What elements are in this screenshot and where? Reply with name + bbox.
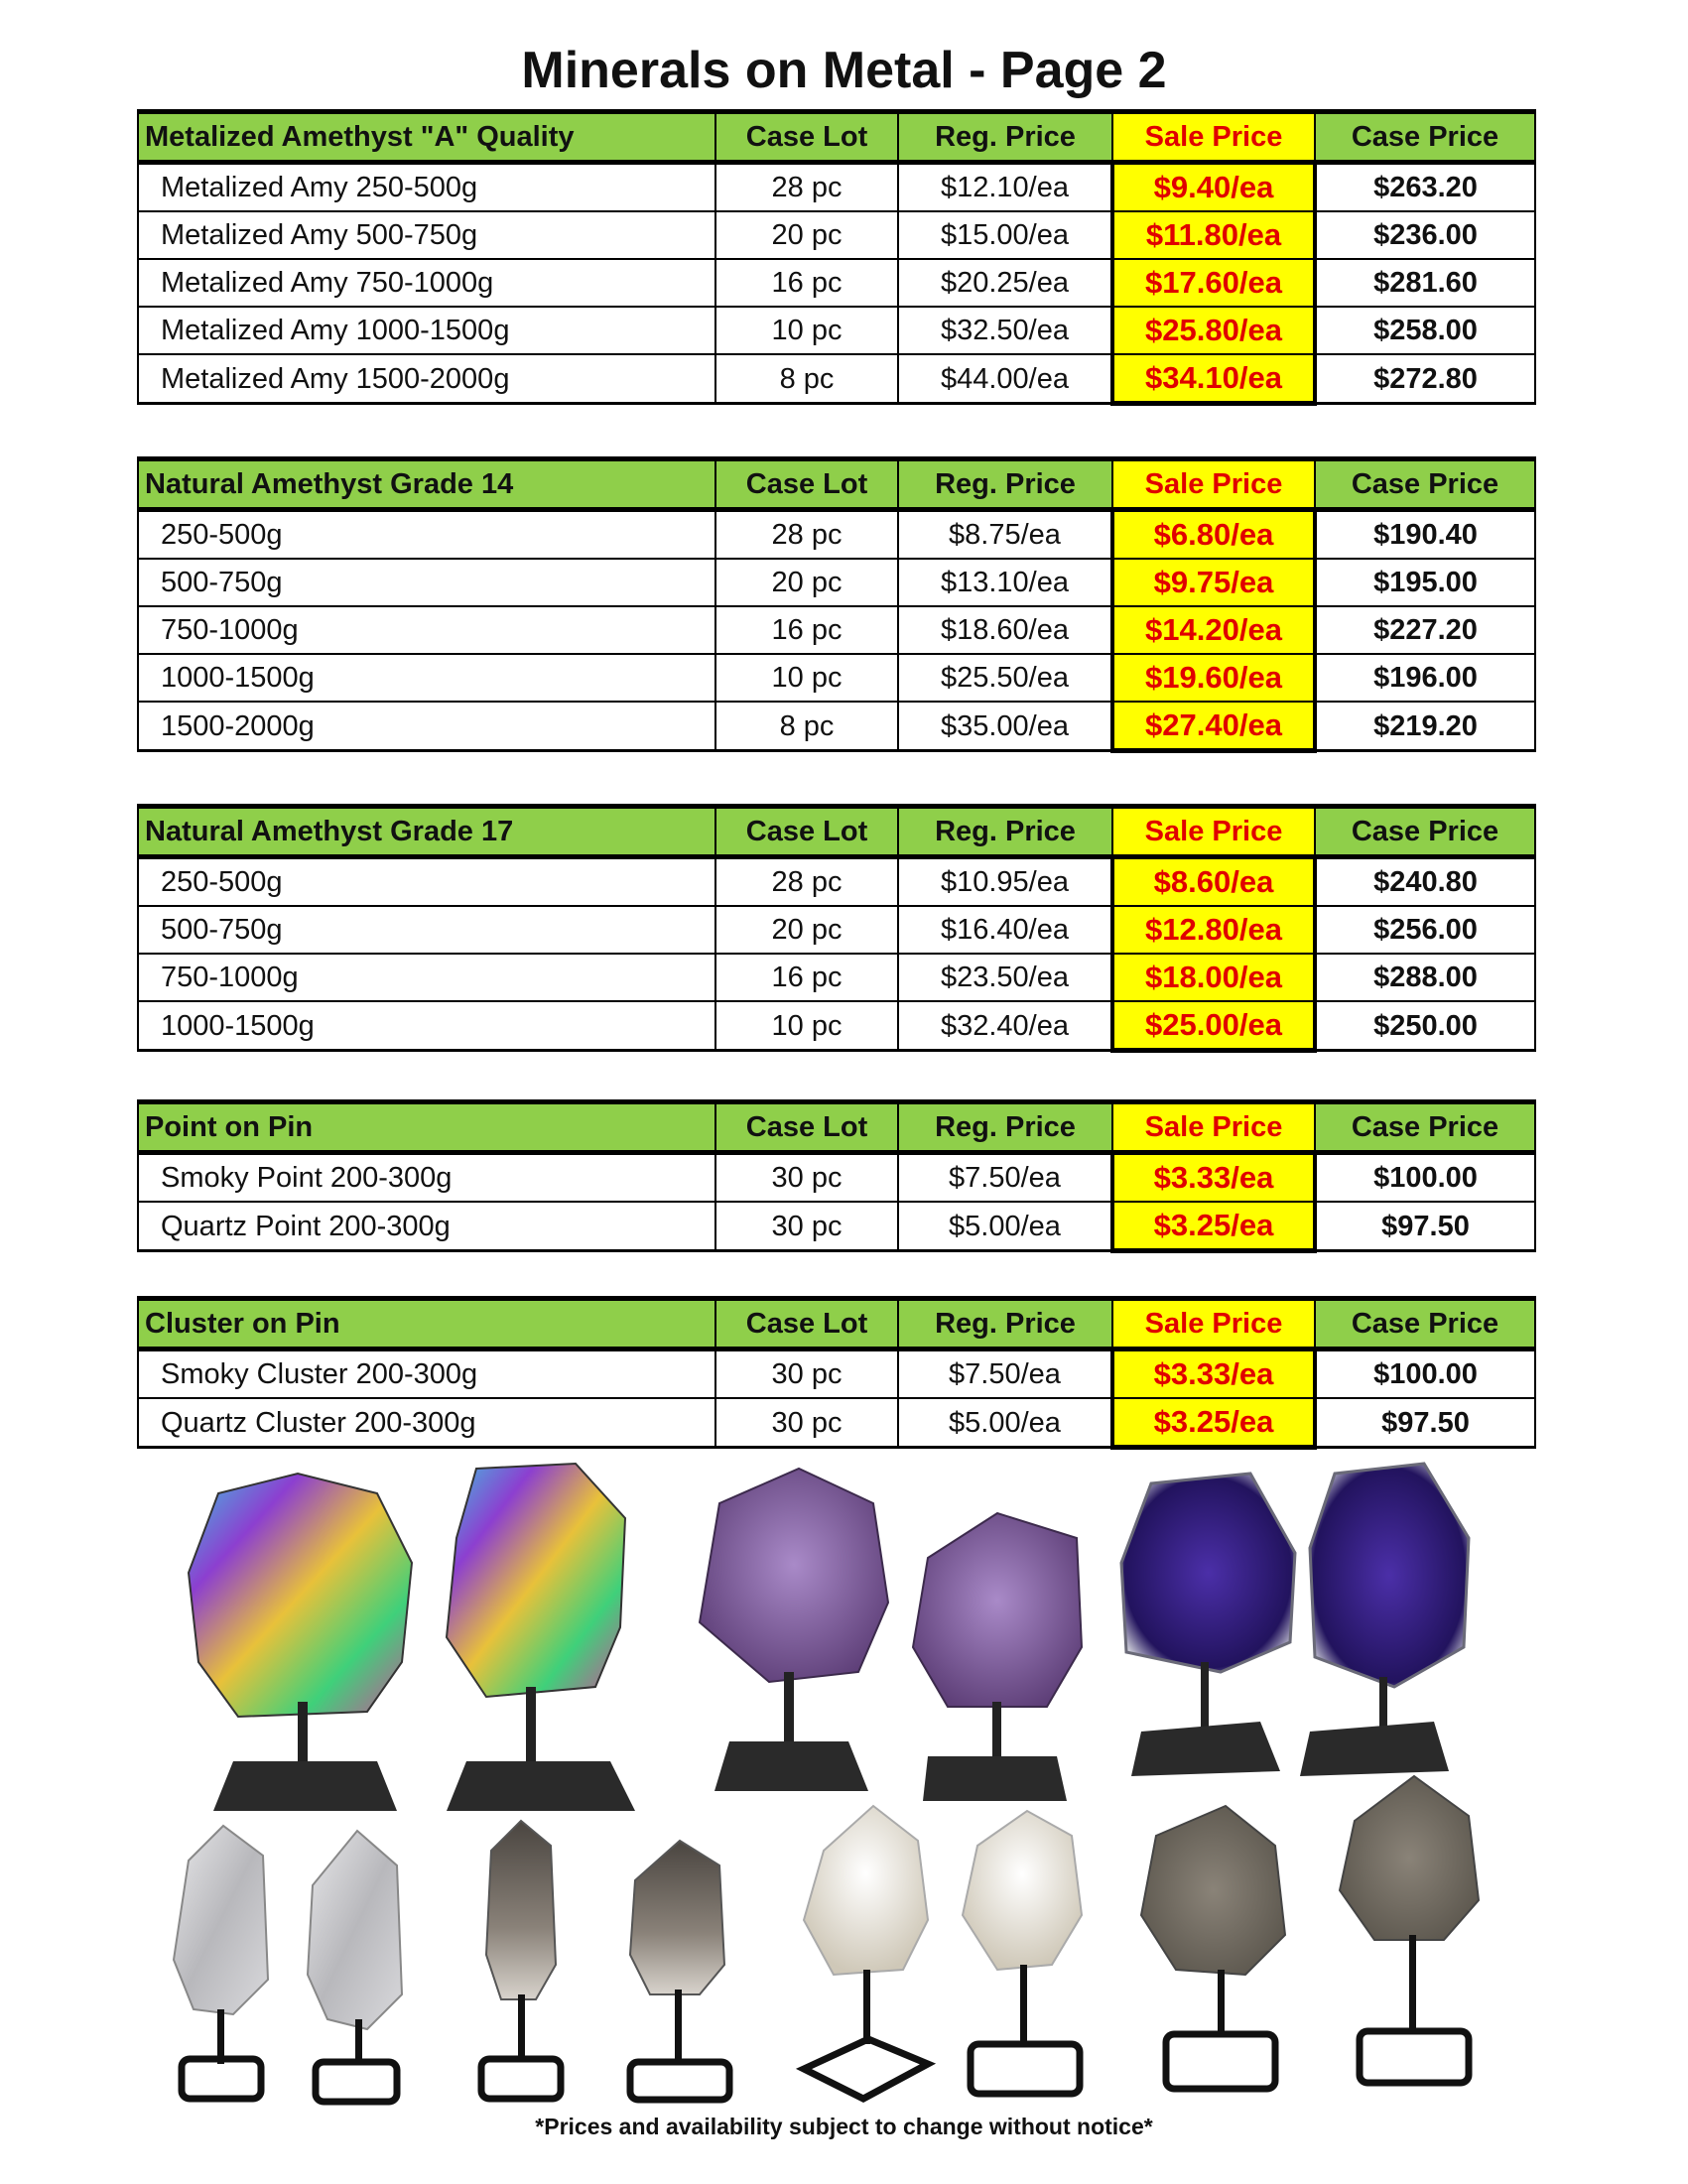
- table-row: [138, 1001, 1535, 1051]
- reg-price: $32.50/ea: [898, 307, 1112, 354]
- case-lot-header: Case Lot: [715, 459, 898, 510]
- case-price-header: Case Price: [1315, 1299, 1535, 1349]
- item-name: Smoky Cluster 200-300g: [138, 1349, 715, 1399]
- table-row: [138, 654, 1535, 702]
- case-lot-header: Case Lot: [715, 1102, 898, 1153]
- sale-price-header: Sale Price: [1112, 807, 1315, 857]
- item-name: 500-750g: [138, 559, 715, 606]
- case-price: $272.80: [1315, 354, 1535, 404]
- item-name: Metalized Amy 1000-1500g: [138, 307, 715, 354]
- case-price: $281.60: [1315, 259, 1535, 307]
- price-table-metalized-amethyst: [137, 109, 1536, 406]
- price-table-amethyst-grade-14: [137, 456, 1536, 753]
- item-name: 500-750g: [138, 906, 715, 954]
- reg-price: $16.40/ea: [898, 906, 1112, 954]
- section-title: Natural Amethyst Grade 14: [138, 459, 715, 510]
- quartz-point-photo: [154, 1821, 288, 2109]
- case-lot: 20 pc: [715, 559, 898, 606]
- case-price-header: Case Price: [1315, 112, 1535, 163]
- sale-price: $8.60/ea: [1112, 857, 1315, 907]
- case-price: $256.00: [1315, 906, 1535, 954]
- table-row: [138, 354, 1535, 404]
- sale-price: $25.00/ea: [1112, 1001, 1315, 1051]
- case-price: $258.00: [1315, 307, 1535, 354]
- reg-price: $23.50/ea: [898, 954, 1112, 1001]
- smoky-point-photo-2: [620, 1836, 744, 2109]
- reg-price: $7.50/ea: [898, 1153, 1112, 1203]
- sale-price: $27.40/ea: [1112, 702, 1315, 751]
- item-name: Metalized Amy 750-1000g: [138, 259, 715, 307]
- case-lot-header: Case Lot: [715, 807, 898, 857]
- table-row: [138, 954, 1535, 1001]
- reg-price: $7.50/ea: [898, 1349, 1112, 1399]
- case-lot: 16 pc: [715, 606, 898, 654]
- case-lot: 28 pc: [715, 857, 898, 907]
- item-name: 1000-1500g: [138, 654, 715, 702]
- case-lot: 10 pc: [715, 654, 898, 702]
- case-price: $190.40: [1315, 510, 1535, 560]
- quartz-cluster-photo: [794, 1801, 938, 2109]
- case-price-header: Case Price: [1315, 459, 1535, 510]
- sale-price-header: Sale Price: [1112, 1299, 1315, 1349]
- table-row: [138, 857, 1535, 907]
- case-lot: 16 pc: [715, 259, 898, 307]
- smoky-cluster-photo-2: [1330, 1771, 1489, 2104]
- price-table-amethyst-grade-17: [137, 804, 1536, 1053]
- table-row: [138, 510, 1535, 560]
- sale-price: $18.00/ea: [1112, 954, 1315, 1001]
- reg-price: $15.00/ea: [898, 211, 1112, 259]
- section-title: Cluster on Pin: [138, 1299, 715, 1349]
- item-name: 250-500g: [138, 510, 715, 560]
- case-lot: 30 pc: [715, 1349, 898, 1399]
- case-price: $100.00: [1315, 1153, 1535, 1203]
- case-lot-header: Case Lot: [715, 112, 898, 163]
- item-name: 1000-1500g: [138, 1001, 715, 1051]
- reg-price: $35.00/ea: [898, 702, 1112, 751]
- sale-price: $12.80/ea: [1112, 906, 1315, 954]
- case-lot: 10 pc: [715, 1001, 898, 1051]
- item-name: 250-500g: [138, 857, 715, 907]
- item-name: Quartz Point 200-300g: [138, 1202, 715, 1251]
- case-lot: 30 pc: [715, 1153, 898, 1203]
- amethyst-cluster-photo-2: [908, 1508, 1087, 1806]
- case-lot-header: Case Lot: [715, 1299, 898, 1349]
- reg-price: $5.00/ea: [898, 1202, 1112, 1251]
- dark-amethyst-geode-photo-2: [1295, 1459, 1484, 1786]
- reg-price-header: Reg. Price: [898, 807, 1112, 857]
- sale-price: $11.80/ea: [1112, 211, 1315, 259]
- price-table-cluster-on-pin: [137, 1296, 1536, 1450]
- reg-price: $32.40/ea: [898, 1001, 1112, 1051]
- case-price: $263.20: [1315, 163, 1535, 212]
- reg-price: $13.10/ea: [898, 559, 1112, 606]
- case-lot: 20 pc: [715, 211, 898, 259]
- case-price: $250.00: [1315, 1001, 1535, 1051]
- reg-price: $25.50/ea: [898, 654, 1112, 702]
- item-name: Quartz Cluster 200-300g: [138, 1398, 715, 1448]
- page-title: Minerals on Metal - Page 2: [521, 42, 1167, 99]
- metalized-amethyst-photo: [179, 1464, 427, 1821]
- section-title: Natural Amethyst Grade 17: [138, 807, 715, 857]
- case-price: $227.20: [1315, 606, 1535, 654]
- case-lot: 30 pc: [715, 1398, 898, 1448]
- table-row: [138, 307, 1535, 354]
- sale-price: $3.25/ea: [1112, 1398, 1315, 1448]
- reg-price-header: Reg. Price: [898, 1102, 1112, 1153]
- sale-price: $9.75/ea: [1112, 559, 1315, 606]
- sale-price: $19.60/ea: [1112, 654, 1315, 702]
- reg-price: $12.10/ea: [898, 163, 1112, 212]
- price-table-point-on-pin: [137, 1099, 1536, 1253]
- footer-disclaimer: *Prices and availability subject to change without notice*: [535, 2114, 1153, 2139]
- sale-price: $3.33/ea: [1112, 1349, 1315, 1399]
- sale-price-header: Sale Price: [1112, 1102, 1315, 1153]
- reg-price: $5.00/ea: [898, 1398, 1112, 1448]
- reg-price: $44.00/ea: [898, 354, 1112, 404]
- item-name: Smoky Point 200-300g: [138, 1153, 715, 1203]
- table-header-row: [138, 112, 1535, 163]
- reg-price: $10.95/ea: [898, 857, 1112, 907]
- case-price: $219.20: [1315, 702, 1535, 751]
- case-lot: 8 pc: [715, 702, 898, 751]
- table-row: [138, 606, 1535, 654]
- reg-price-header: Reg. Price: [898, 112, 1112, 163]
- sale-price: $3.33/ea: [1112, 1153, 1315, 1203]
- case-lot: 28 pc: [715, 510, 898, 560]
- table-header-row: [138, 1299, 1535, 1349]
- sale-price: $25.80/ea: [1112, 307, 1315, 354]
- table-row: [138, 1153, 1535, 1203]
- quartz-cluster-photo-2: [953, 1806, 1092, 2109]
- reg-price-header: Reg. Price: [898, 459, 1112, 510]
- table-row: [138, 1349, 1535, 1399]
- case-lot: 10 pc: [715, 307, 898, 354]
- case-price: $195.00: [1315, 559, 1535, 606]
- sale-price-header: Sale Price: [1112, 459, 1315, 510]
- smoky-cluster-photo: [1136, 1796, 1295, 2109]
- sale-price: $14.20/ea: [1112, 606, 1315, 654]
- case-lot: 30 pc: [715, 1202, 898, 1251]
- case-lot: 8 pc: [715, 354, 898, 404]
- case-price: $100.00: [1315, 1349, 1535, 1399]
- item-name: Metalized Amy 250-500g: [138, 163, 715, 212]
- case-lot: 16 pc: [715, 954, 898, 1001]
- case-price: $97.50: [1315, 1398, 1535, 1448]
- sale-price: $6.80/ea: [1112, 510, 1315, 560]
- sale-price: $9.40/ea: [1112, 163, 1315, 212]
- sale-price: $3.25/ea: [1112, 1202, 1315, 1251]
- table-row: [138, 1398, 1535, 1448]
- case-lot: 28 pc: [715, 163, 898, 212]
- smoky-point-photo: [466, 1816, 576, 2109]
- case-lot: 20 pc: [715, 906, 898, 954]
- table-header-row: [138, 807, 1535, 857]
- reg-price: $20.25/ea: [898, 259, 1112, 307]
- table-row: [138, 1202, 1535, 1251]
- metalized-amethyst-photo-2: [427, 1459, 655, 1826]
- case-price: $236.00: [1315, 211, 1535, 259]
- sale-price: $34.10/ea: [1112, 354, 1315, 404]
- item-name: 750-1000g: [138, 606, 715, 654]
- case-price: $196.00: [1315, 654, 1535, 702]
- dark-amethyst-geode-photo: [1111, 1464, 1310, 1781]
- table-row: [138, 211, 1535, 259]
- item-name: 750-1000g: [138, 954, 715, 1001]
- item-name: Metalized Amy 1500-2000g: [138, 354, 715, 404]
- amethyst-cluster-photo: [690, 1464, 898, 1801]
- reg-price-header: Reg. Price: [898, 1299, 1112, 1349]
- item-name: 1500-2000g: [138, 702, 715, 751]
- reg-price: $18.60/ea: [898, 606, 1112, 654]
- table-header-row: [138, 459, 1535, 510]
- table-row: [138, 163, 1535, 212]
- table-row: [138, 906, 1535, 954]
- case-price-header: Case Price: [1315, 807, 1535, 857]
- section-title: Point on Pin: [138, 1102, 715, 1153]
- item-name: Metalized Amy 500-750g: [138, 211, 715, 259]
- section-title: Metalized Amethyst "A" Quality: [138, 112, 715, 163]
- case-price-header: Case Price: [1315, 1102, 1535, 1153]
- case-price: $288.00: [1315, 954, 1535, 1001]
- table-header-row: [138, 1102, 1535, 1153]
- table-row: [138, 702, 1535, 751]
- reg-price: $8.75/ea: [898, 510, 1112, 560]
- sale-price: $17.60/ea: [1112, 259, 1315, 307]
- case-price: $240.80: [1315, 857, 1535, 907]
- sale-price-header: Sale Price: [1112, 112, 1315, 163]
- quartz-point-photo-2: [298, 1826, 417, 2109]
- table-row: [138, 259, 1535, 307]
- table-row: [138, 559, 1535, 606]
- case-price: $97.50: [1315, 1202, 1535, 1251]
